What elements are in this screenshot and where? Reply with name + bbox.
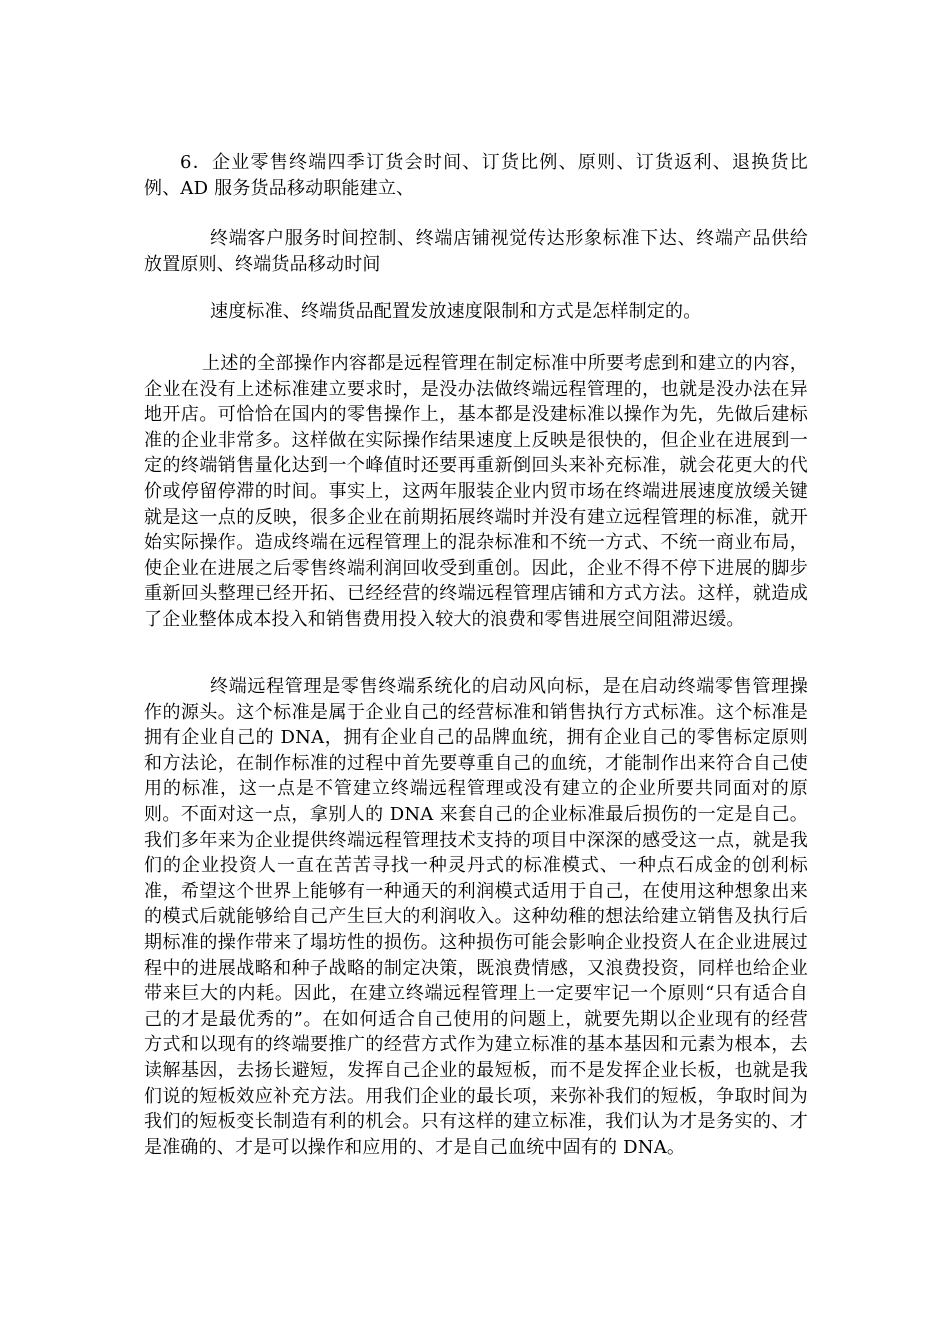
paragraph-remote-management-origin: 终端远程管理是零售终端系统化的启动风向标，是在启动终端零售管理操作的源头。这个标准是属于企业自己的经营标准和销售执行方式标准。这个标准是拥有企业自己的 DNA，拥有企业自己的品牌血统，拥有企业自己的零售标定原则和方法论，在制作标准的过程中首先要尊重自己的血统，才能制作出来符合自己使用的标准，这一点是不管建立终端远程管理或没有建立的企业所要共同面对的原则。不面对这一点，拿别人的 DNA 来套自己的企业标准最后损伤的一定是自己。我们多年来为企业提供终端远程管理技术支持的项目中深深的感受这一点，就是我们的企业投资人一直在苦苦寻找一种灵丹式的标准模式、一种点石成金的创利标准，希望这个世界上能够有一种通天的利润模式适用于自己，在使用这种想象出来的模式后就能够给自己产生巨大的利润收入。这种幼稚的想法给建立销售及执行后期标准的操作带来了塌坊性的损伤。这种损伤可能会影响企业投资人在企业进展过程中的进展战略和种子战略的制定决策，既浪费情感，又浪费投资，同样也给企业带来巨大的内耗。因此，在建立终端远程管理上一定要牢记一个原则“只有适合自己的才是最优秀的”。在如何适合自己使用的问题上，就要先期以企业现有的经营方式和以现有的终端要推广的经营方式作为建立标准的基本基因和元素为根本，去读解基因，去扬长避短，发挥自己企业的最短板，而不是发挥企业长板，也就是我们说的短板效应补充方法。用我们企业的最长项，来弥补我们的短板，争取时间为我们的短板变长制造有利的机会。只有这样的建立标准，我们认为才是务实的、才是准确的、才是可以操作和应用的、才是自己血统中固有的 DNA。 [144,676,808,1158]
paragraph-item-6: 6．企业零售终端四季订货会时间、订货比例、原则、订货返利、退换货比例、AD 服务货品移动职能建立、 [144,152,808,199]
paragraph-terminal-service: 终端客户服务时间控制、终端店铺视觉传达形象标准下达、终端产品供给放置原则、终端货品移动时间 [144,228,808,275]
paragraph-speed-standard: 速度标准、终端货品配置发放速度限制和方式是怎样制定的。 [210,301,702,322]
paragraph-remote-management-content: 上述的全部操作内容都是远程管理在制定标准中所要考虑到和建立的内容，企业在没有上述标准建立要求时，是没办法做终端远程管理的，也就是没办法在异地开店。可恰恰在国内的零售操作上，基本都是没建标准以操作为先，先做后建标准的企业非常多。这样做在实际操作结果速度上反映是很快的，但企业在进展到一定的终端销售量化达到一个峰值时还要再重新倒回头来补充标准，就会花更大的代价或停留停滞的时间。事实上，这两年服装企业内贸市场在终端进展速度放缓关键就是这一点的反映，很多企业在前期拓展终端时并没有建立远程管理的标准，就开始实际操作。造成终端在远程管理上的混杂标准和不统一方式、不统一商业布局，使企业在进展之后零售终端利润回收受到重创。因此，企业不得不停下进展的脚步重新回头整理已经开拓、已经经营的终端远程管理店铺和方式方法。这样，就造成了企业整体成本投入和销售费用投入较大的浪费和零售进展空间阻滞迟缓。 [144,353,808,630]
